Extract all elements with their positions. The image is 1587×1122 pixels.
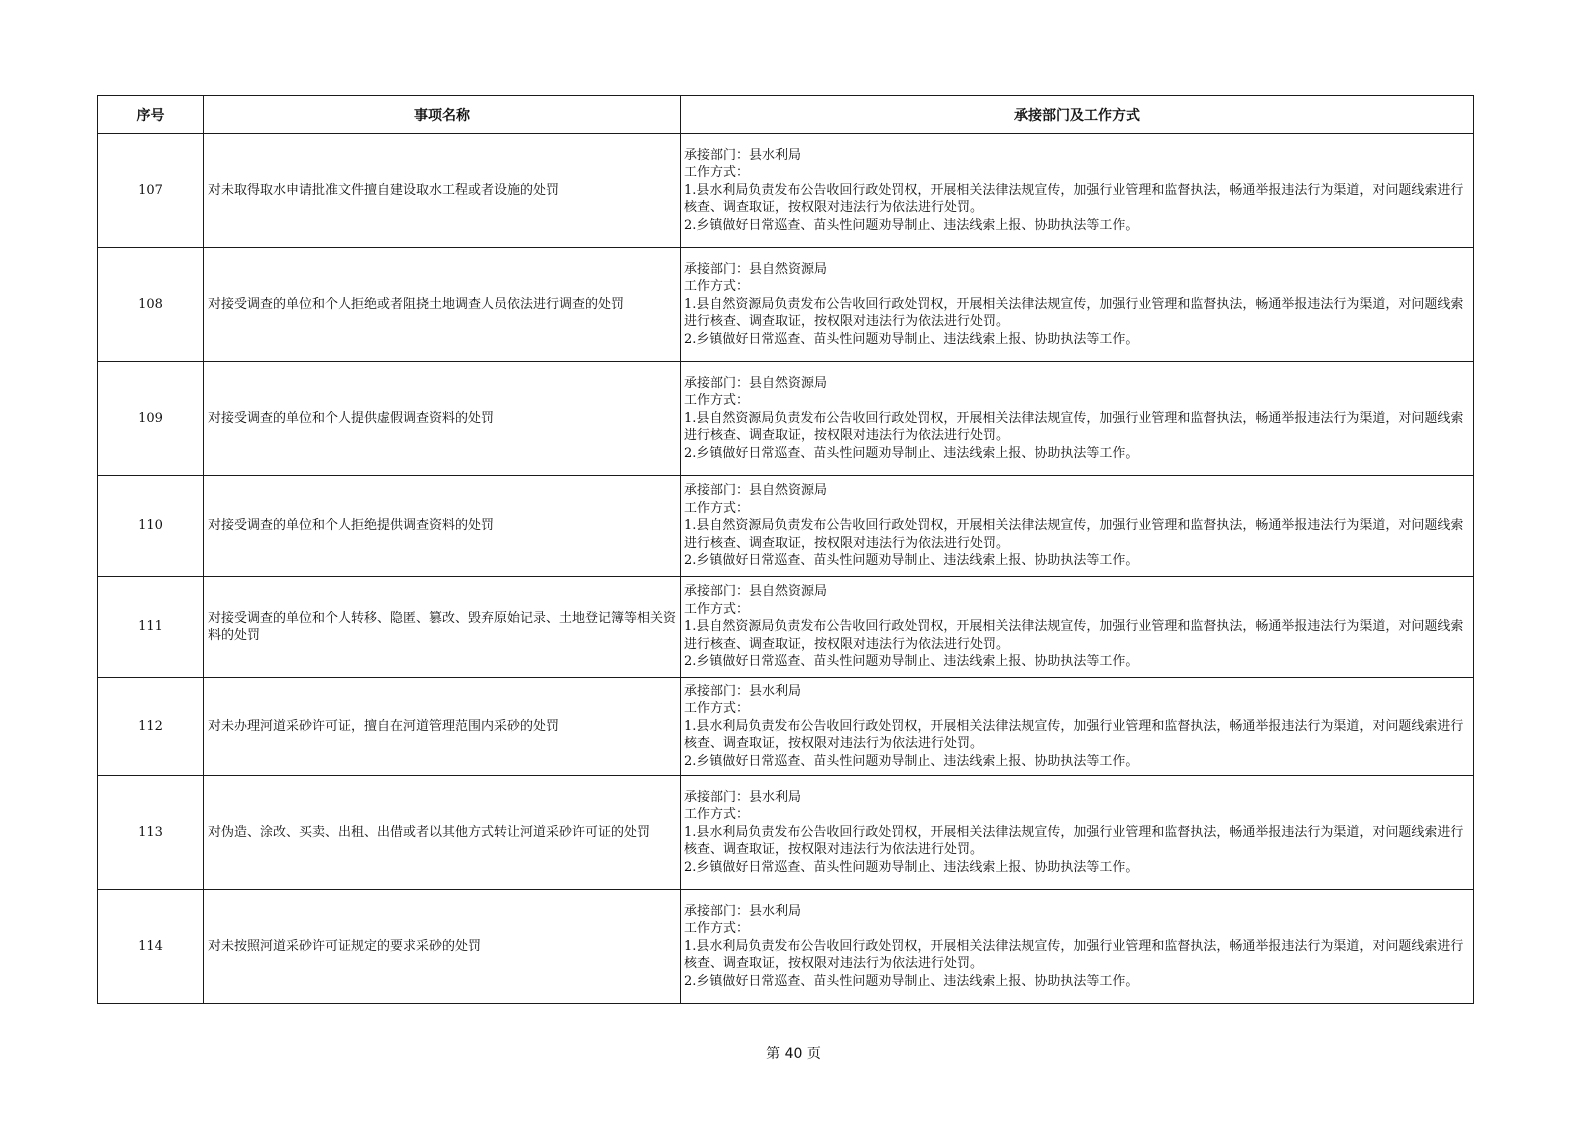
row-item-name: 对接受调查的单位和个人拒绝提供调查资料的处罚 [204, 476, 681, 577]
table-row [98, 678, 1474, 776]
method-item-2: 2.乡镇做好日常巡查、苗头性问题劝导制止、违法线索上报、协助执法等工作。 [684, 217, 1139, 233]
dept-line: 承接部门：县自然资源局 [684, 261, 828, 277]
row-dept-method [681, 678, 1474, 776]
method-item-1: 1.县水利局负责发布公告收回行政处罚权，开展相关法律法规宣传，加强行业管理和监督执法，畅通举报违法行为渠道，对问题线索进行核查、调查取证，按权限对违法行为依法进行处罚。 [684, 938, 1464, 972]
row-dept-method [681, 134, 1474, 248]
dept-line: 承接部门：县水利局 [684, 789, 802, 805]
method-item-1: 1.县水利局负责发布公告收回行政处罚权，开展相关法律法规宣传，加强行业管理和监督执法，畅通举报违法行为渠道，对问题线索进行核查、调查取证，按权限对违法行为依法进行处罚。 [684, 182, 1464, 216]
row-dept-method [681, 577, 1474, 678]
row-dept-method [681, 890, 1474, 1004]
row-item-name: 对未按照河道采砂许可证规定的要求采砂的处罚 [204, 890, 681, 1004]
row-seq: 109 [98, 362, 204, 476]
header-dept-method: 承接部门及工作方式 [681, 96, 1474, 134]
method-label: 工作方式： [684, 921, 750, 937]
method-label: 工作方式： [684, 701, 750, 717]
row-seq: 110 [98, 476, 204, 577]
method-item-2: 2.乡镇做好日常巡查、苗头性问题劝导制止、违法线索上报、协助执法等工作。 [684, 553, 1139, 569]
row-dept-method [681, 248, 1474, 362]
method-item-2: 2.乡镇做好日常巡查、苗头性问题劝导制止、违法线索上报、协助执法等工作。 [684, 859, 1139, 875]
dept-line: 承接部门：县水利局 [684, 903, 802, 919]
method-label: 工作方式： [684, 807, 750, 823]
table-row [98, 776, 1474, 890]
row-seq: 112 [98, 678, 204, 776]
method-label: 工作方式： [684, 500, 750, 516]
method-label: 工作方式： [684, 601, 750, 617]
row-seq: 114 [98, 890, 204, 1004]
dept-line: 承接部门：县水利局 [684, 147, 802, 163]
table-row [98, 248, 1474, 362]
method-label: 工作方式： [684, 165, 750, 181]
row-dept-method [681, 776, 1474, 890]
table-row [98, 134, 1474, 248]
row-item-name: 对未取得取水申请批准文件擅自建设取水工程或者设施的处罚 [204, 134, 681, 248]
table-row [98, 362, 1474, 476]
row-seq: 107 [98, 134, 204, 248]
table-row [98, 577, 1474, 678]
method-item-2: 2.乡镇做好日常巡查、苗头性问题劝导制止、违法线索上报、协助执法等工作。 [684, 753, 1139, 769]
method-item-2: 2.乡镇做好日常巡查、苗头性问题劝导制止、违法线索上报、协助执法等工作。 [684, 654, 1139, 670]
row-seq: 113 [98, 776, 204, 890]
row-item-name: 对接受调查的单位和个人拒绝或者阻挠土地调查人员依法进行调查的处罚 [204, 248, 681, 362]
method-item-1: 1.县自然资源局负责发布公告收回行政处罚权，开展相关法律法规宣传，加强行业管理和监督执法，畅通举报违法行为渠道，对问题线索进行核查、调查取证，按权限对违法行为依法进行处罚。 [684, 518, 1464, 551]
method-item-1: 1.县自然资源局负责发布公告收回行政处罚权，开展相关法律法规宣传，加强行业管理和监督执法，畅通举报违法行为渠道，对问题线索进行核查、调查取证，按权限对违法行为依法进行处罚。 [684, 296, 1464, 330]
table-header-row [98, 96, 1474, 134]
row-seq: 108 [98, 248, 204, 362]
header-item-name: 事项名称 [204, 96, 681, 134]
items-table [97, 95, 1474, 1004]
row-seq: 111 [98, 577, 204, 678]
method-item-1: 1.县水利局负责发布公告收回行政处罚权，开展相关法律法规宣传，加强行业管理和监督执法，畅通举报违法行为渠道，对问题线索进行核查、调查取证，按权限对违法行为依法进行处罚。 [684, 824, 1464, 858]
method-label: 工作方式： [684, 393, 750, 409]
row-item-name: 对未办理河道采砂许可证，擅自在河道管理范围内采砂的处罚 [204, 678, 681, 776]
header-seq: 序号 [98, 96, 204, 134]
row-dept-method [681, 476, 1474, 577]
row-dept-method [681, 362, 1474, 476]
row-item-name: 对接受调查的单位和个人转移、隐匿、篡改、毁弃原始记录、土地登记簿等相关资料的处罚 [204, 577, 681, 678]
method-item-1: 1.县自然资源局负责发布公告收回行政处罚权，开展相关法律法规宣传，加强行业管理和监督执法，畅通举报违法行为渠道，对问题线索进行核查、调查取证，按权限对违法行为依法进行处罚。 [684, 619, 1464, 652]
dept-line: 承接部门：县自然资源局 [684, 375, 828, 391]
method-item-2: 2.乡镇做好日常巡查、苗头性问题劝导制止、违法线索上报、协助执法等工作。 [684, 331, 1139, 347]
method-item-1: 1.县水利局负责发布公告收回行政处罚权，开展相关法律法规宣传，加强行业管理和监督执法，畅通举报违法行为渠道，对问题线索进行核查、调查取证，按权限对违法行为依法进行处罚。 [684, 718, 1464, 752]
table-row [98, 476, 1474, 577]
method-item-2: 2.乡镇做好日常巡查、苗头性问题劝导制止、违法线索上报、协助执法等工作。 [684, 445, 1139, 461]
method-item-1: 1.县自然资源局负责发布公告收回行政处罚权，开展相关法律法规宣传，加强行业管理和监督执法，畅通举报违法行为渠道，对问题线索进行核查、调查取证，按权限对违法行为依法进行处罚。 [684, 410, 1464, 444]
page-number: 第 40 页 [766, 1046, 821, 1062]
method-label: 工作方式： [684, 279, 750, 295]
dept-line: 承接部门：县自然资源局 [684, 483, 828, 499]
dept-line: 承接部门：县自然资源局 [684, 584, 828, 600]
row-item-name: 对接受调查的单位和个人提供虚假调查资料的处罚 [204, 362, 681, 476]
row-item-name: 对伪造、涂改、买卖、出租、出借或者以其他方式转让河道采砂许可证的处罚 [204, 776, 681, 890]
method-item-2: 2.乡镇做好日常巡查、苗头性问题劝导制止、违法线索上报、协助执法等工作。 [684, 973, 1139, 989]
dept-line: 承接部门：县水利局 [684, 683, 802, 699]
table-row [98, 890, 1474, 1004]
